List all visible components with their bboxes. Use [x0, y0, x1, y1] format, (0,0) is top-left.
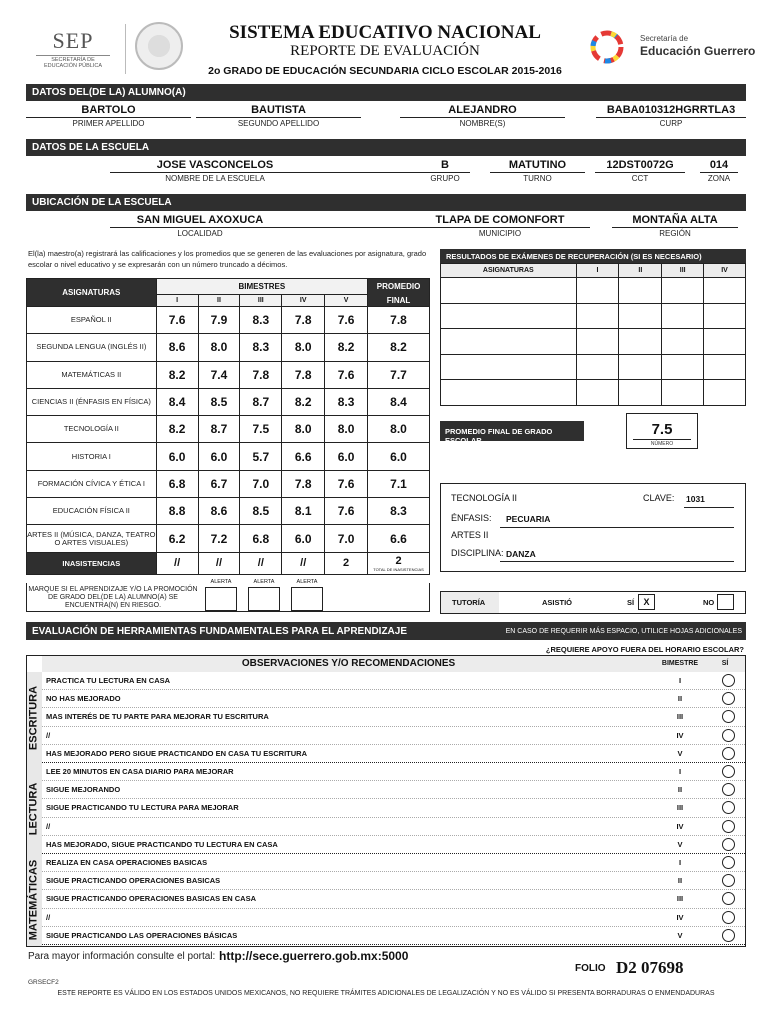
cct-value: 12DST0072G	[606, 159, 674, 171]
apoyo-radio[interactable]	[722, 838, 735, 851]
si-label: SÍ	[627, 598, 635, 607]
bimestre-col-5: V	[325, 295, 368, 307]
recuperacion-cell[interactable]	[441, 380, 577, 406]
inasistencia-total-cell	[368, 552, 430, 574]
bimestre-col-1: I	[156, 295, 198, 307]
recuperacion-cell[interactable]	[662, 380, 704, 406]
grade-cell: 7.6	[325, 361, 368, 388]
section-alumno: DATOS DEL(DE LA) ALUMNO(A)	[26, 84, 746, 101]
sep-caption-1: SECRETARÍA DE	[51, 57, 95, 63]
recuperacion-row	[441, 303, 746, 329]
observacion-row	[42, 872, 746, 890]
nombre-value: ALEJANDRO	[448, 104, 517, 116]
escuela-nombre-label: NOMBRE DE LA ESCUELA	[165, 174, 265, 183]
observacion-text: //	[46, 912, 51, 922]
observacion-row	[42, 672, 746, 690]
grade-cell: 6.0	[198, 443, 240, 470]
portal-link[interactable]: http://sece.guerrero.gob.mx:5000	[219, 949, 409, 963]
tecnologia-label: TECNOLOGÍA II	[451, 493, 518, 503]
grade-cell: 7.8	[240, 361, 282, 388]
alerta-caption: ALERTA	[253, 579, 275, 585]
apoyo-radio[interactable]	[722, 911, 735, 924]
recuperacion-cell[interactable]	[619, 303, 662, 329]
header-promedio: PROMEDIO	[368, 279, 430, 295]
bimestre-col-2: II	[198, 295, 240, 307]
inasistencia-total-caption: TOTAL DE INASISTENCIAS	[373, 566, 424, 572]
recuperacion-cell[interactable]	[441, 329, 577, 355]
apellido1-label: PRIMER APELLIDO	[72, 119, 145, 128]
enfasis-value: PECUARIA	[506, 514, 551, 524]
recuperacion-cell[interactable]	[619, 278, 662, 304]
promedio-final-value: 7.5	[651, 421, 673, 438]
recuperacion-cell[interactable]	[662, 278, 704, 304]
herr-group-label: ESCRITURA	[27, 685, 39, 750]
recuperacion-cell[interactable]	[704, 329, 746, 355]
header-bimestres: BIMESTRES	[156, 279, 367, 295]
header-asignaturas: ASIGNATURAS	[27, 279, 157, 307]
apoyo-radio[interactable]	[722, 892, 735, 905]
observacion-text: LEE 20 MINUTOS EN CASA DIARIO PARA MEJORAR	[46, 767, 234, 776]
observacion-row	[42, 799, 746, 817]
curp-value: BABA010312HGRRTLA3	[606, 104, 736, 116]
grade-cell: 8.2	[282, 388, 325, 415]
observacion-row	[42, 745, 746, 763]
inasistencias-label: INASISTENCIAS	[27, 552, 157, 574]
grade-cell: 6.0	[325, 443, 368, 470]
grade-cell: 6.0	[282, 525, 325, 552]
apoyo-radio[interactable]	[722, 856, 735, 869]
grade-cell: 8.2	[156, 416, 198, 443]
observacion-bimestre: III	[676, 712, 684, 722]
apoyo-question: ¿REQUIERE APOYO FUERA DEL HORARIO ESCOLAR?	[545, 645, 744, 654]
nombre-label: NOMBRE(S)	[459, 119, 506, 128]
info-text: Para mayor información consulte el portal:	[28, 951, 216, 962]
form-code: GRSECF2	[28, 979, 59, 986]
observaciones-header: OBSERVACIONES Y/O RECOMENDACIONES	[42, 656, 655, 672]
grade-cell: 7.0	[240, 470, 282, 497]
promedio-final-label: PROMEDIO FINAL DE GRADO ESCOLAR	[440, 421, 584, 441]
grade-cell: 7.6	[325, 307, 368, 334]
recuperacion-cell[interactable]	[576, 303, 619, 329]
recuperacion-col-2: II	[619, 264, 662, 278]
grupo-label: GRUPO	[430, 174, 460, 183]
recuperacion-col-3: III	[662, 264, 704, 278]
observacion-bimestre: V	[677, 748, 683, 758]
subject-name: SEGUNDA LENGUA (INGLÉS II)	[27, 334, 157, 361]
instructions-note: El(la) maestro(a) registrará las calificaciones y los promedios que se generen de las evaluaciones por asignatura, grado escolar o nivel educativo y se expresarán con un número truncado a décimos.	[28, 249, 427, 269]
curp-label: CURP	[659, 119, 683, 128]
si-header: SÍ	[705, 656, 745, 672]
clave-label: CLAVE:	[643, 493, 675, 503]
subject-name: CIENCIAS II (ÉNFASIS EN FÍSICA)	[27, 388, 157, 415]
sep-caption-2: EDUCACIÓN PÚBLICA	[43, 63, 103, 69]
tutoria-label: TUTORÍA	[441, 592, 499, 613]
section-escuela: DATOS DE LA ESCUELA	[26, 139, 746, 156]
tutoria-si-checkbox[interactable]: X	[638, 594, 655, 610]
subject-name: MATEMÁTICAS II	[27, 361, 157, 388]
alerta-checkbox[interactable]	[248, 587, 280, 611]
final-grade-cell: 8.0	[368, 416, 430, 443]
grade-cell: 8.7	[198, 416, 240, 443]
observacion-bimestre: V	[677, 930, 683, 940]
grade-cell: 7.8	[282, 470, 325, 497]
recuperacion-cell[interactable]	[662, 329, 704, 355]
document-title: SISTEMA EDUCATIVO NACIONAL	[229, 22, 541, 43]
apellido2-value: BAUTISTA	[251, 104, 306, 116]
observacion-row	[42, 927, 746, 945]
asistio-label: ASISTIÓ	[542, 598, 573, 607]
sep-logo	[28, 28, 118, 74]
grade-cell: 6.7	[198, 470, 240, 497]
grade-cell: 7.2	[198, 525, 240, 552]
sep-logo-text: SEP	[52, 28, 94, 53]
recuperacion-title: RESULTADOS DE EXÁMENES DE RECUPERACIÓN (SI ES NECESARIO)	[440, 249, 746, 263]
grade-cell: 8.8	[156, 498, 198, 525]
grade-cell: 8.6	[156, 334, 198, 361]
grade-cell: 8.0	[198, 334, 240, 361]
grade-row	[27, 498, 430, 525]
grade-cell: 7.0	[325, 525, 368, 552]
grade-row	[27, 388, 430, 415]
recuperacion-cell[interactable]	[576, 329, 619, 355]
alerta-caption: ALERTA	[210, 579, 232, 585]
promedio-final-box	[626, 413, 698, 449]
recuperacion-row	[441, 278, 746, 304]
recuperacion-cell[interactable]	[576, 354, 619, 380]
apoyo-radio[interactable]	[722, 674, 735, 687]
observacion-text: SIGUE PRACTICANDO TU LECTURA PARA MEJORAR	[46, 803, 239, 813]
recuperacion-cell[interactable]	[441, 303, 577, 329]
recuperacion-cell[interactable]	[576, 380, 619, 406]
observacion-text: HAS MEJORADO, SIGUE PRACTICANDO TU LECTURA EN CASA	[46, 839, 278, 849]
grade-cell: 7.9	[198, 307, 240, 334]
recuperacion-cell[interactable]	[662, 354, 704, 380]
observacion-bimestre: II	[677, 876, 683, 886]
row-divider	[42, 944, 745, 945]
folio-value: D2 07698	[616, 958, 684, 977]
subject-name: ARTES II (MÚSICA, DANZA, TEATRO O ARTES VISUALES)	[27, 525, 157, 552]
region-value: MONTAÑA ALTA	[632, 214, 718, 226]
recuperacion-cell[interactable]	[619, 380, 662, 406]
recuperacion-cell[interactable]	[662, 303, 704, 329]
apoyo-radio[interactable]	[722, 801, 735, 814]
observacion-text: MAS INTERÉS DE TU PARTE PARA MEJORAR TU ESCRITURA	[46, 712, 269, 722]
recuperacion-cell[interactable]	[441, 354, 577, 380]
grade-cell: 6.8	[156, 470, 198, 497]
grade-cell: 6.8	[240, 525, 282, 552]
observacion-bimestre: II	[677, 694, 683, 704]
municipio-value: TLAPA DE COMONFORT	[435, 214, 565, 226]
subject-name: HISTORIA I	[27, 443, 157, 470]
observacion-bimestre: III	[676, 894, 684, 904]
guerrero-caption-big: Educación Guerrero	[640, 44, 756, 58]
recuperacion-row	[441, 354, 746, 380]
final-grade-cell: 8.3	[368, 498, 430, 525]
grade-row	[27, 443, 430, 470]
grade-cell: 8.2	[325, 334, 368, 361]
apoyo-radio[interactable]	[722, 874, 735, 887]
observacion-row	[42, 690, 746, 708]
apoyo-radio[interactable]	[722, 929, 735, 942]
alerta-checkbox[interactable]	[291, 587, 323, 611]
promedio-final-caption: NÚMERO	[650, 441, 674, 447]
grade-cell: 8.0	[282, 416, 325, 443]
apoyo-radio[interactable]	[722, 783, 735, 796]
bimestre-header: BIMESTRE	[655, 656, 705, 672]
recuperacion-cell[interactable]	[441, 278, 577, 304]
grade-cell: 8.0	[282, 334, 325, 361]
recuperacion-table	[440, 263, 746, 406]
grade-cell: 8.5	[240, 498, 282, 525]
inasistencia-cell: //	[198, 552, 240, 574]
observacion-bimestre: V	[677, 839, 683, 849]
recuperacion-cell[interactable]	[704, 354, 746, 380]
observacion-text: SIGUE MEJORANDO	[46, 785, 121, 795]
zona-value: 014	[709, 159, 729, 171]
recuperacion-row	[441, 329, 746, 355]
grade-cell: 6.0	[156, 443, 198, 470]
observacion-bimestre: I	[678, 767, 682, 776]
document-subtitle: REPORTE DE EVALUACIÓN	[290, 43, 480, 59]
subject-name: ESPAÑOL II	[27, 307, 157, 334]
cct-label: CCT	[631, 174, 649, 183]
grade-cell: 7.4	[198, 361, 240, 388]
grade-cell: 8.3	[325, 388, 368, 415]
disciplina-value: DANZA	[506, 549, 536, 559]
escuela-nombre-value: JOSE VASCONCELOS	[156, 159, 274, 171]
observacion-row	[42, 854, 746, 872]
apoyo-radio[interactable]	[722, 729, 735, 742]
observacion-bimestre: I	[678, 676, 682, 685]
inasistencia-cell: //	[156, 552, 198, 574]
zona-label: ZONA	[707, 174, 731, 183]
grade-cell: 6.2	[156, 525, 198, 552]
grade-cell: 7.8	[282, 361, 325, 388]
grade-cell: 8.5	[198, 388, 240, 415]
grade-row	[27, 525, 430, 552]
subject-name: TECNOLOGÍA II	[27, 416, 157, 443]
no-label: NO	[703, 598, 715, 607]
observacion-text: //	[46, 821, 51, 831]
grade-cell: 8.4	[156, 388, 198, 415]
recuperacion-row	[441, 380, 746, 406]
recuperacion-col-1: I	[576, 264, 619, 278]
observacion-bimestre: I	[678, 858, 682, 867]
observacion-row	[42, 763, 746, 781]
bimestre-col-4: IV	[282, 295, 325, 307]
observacion-text: HAS MEJORADO PERO SIGUE PRACTICANDO EN CASA TU ESCRITURA	[46, 748, 307, 758]
observacion-text: SIGUE PRACTICANDO LAS OPERACIONES BÁSICAS	[46, 930, 238, 940]
observacion-bimestre: IV	[676, 821, 684, 831]
herramientas-title: EVALUACIÓN DE HERRAMIENTAS FUNDAMENTALES PARA EL APRENDIZAJE	[32, 626, 408, 637]
herr-group-label: LECTURA	[27, 782, 39, 835]
grade-row	[27, 334, 430, 361]
herramientas-note: EN CASO DE REQUERIR MÁS ESPACIO, UTILICE HOJAS ADICIONALES	[505, 628, 742, 635]
grade-cell: 8.1	[282, 498, 325, 525]
grade-cycle-line: 2o GRADO DE EDUCACIÓN SECUNDARIA CICLO ESCOLAR 2015-2016	[208, 65, 562, 77]
recuperacion-cell[interactable]	[704, 278, 746, 304]
grade-cell: 7.8	[282, 307, 325, 334]
eagle-seal-icon	[135, 22, 183, 70]
final-grade-cell: 6.0	[368, 443, 430, 470]
observacion-text: REALIZA EN CASA OPERACIONES BASICAS	[46, 858, 208, 867]
recuperacion-cell[interactable]	[619, 329, 662, 355]
recuperacion-header-asignaturas: ASIGNATURAS	[441, 264, 577, 278]
grade-cell: 8.7	[240, 388, 282, 415]
grade-cell: 7.6	[156, 307, 198, 334]
alerta-caption: ALERTA	[296, 579, 318, 585]
grupo-value: B	[441, 159, 449, 171]
subject-name: FORMACIÓN CÍVICA Y ÉTICA I	[27, 470, 157, 497]
herr-group-label: MATEMÁTICAS	[27, 859, 39, 940]
recuperacion-cell[interactable]	[704, 380, 746, 406]
clave-value: 1031	[686, 494, 705, 504]
observacion-text: NO HAS MEJORADO	[46, 694, 121, 704]
header-final: FINAL	[368, 295, 430, 307]
apoyo-radio[interactable]	[722, 710, 735, 723]
disclaimer: ESTE REPORTE ES VÁLIDO EN LOS ESTADOS UNIDOS MEXICANOS, NO REQUIERE TRÁMITES ADICIONALES DE LEGALIZACIÓN Y NO ES VÁLIDO SI PRESENTA BORRADURAS O ENMENDADURAS	[57, 990, 715, 997]
turno-value: MATUTINO	[508, 159, 567, 171]
observacion-row	[42, 836, 746, 854]
grade-cell: 8.3	[240, 334, 282, 361]
inasistencia-total: 2	[395, 554, 402, 567]
final-grade-cell: 6.6	[368, 525, 430, 552]
inasistencia-cell: //	[240, 552, 282, 574]
disciplina-label: DISCIPLINA:	[451, 548, 504, 558]
observacion-row	[42, 909, 746, 927]
observacion-bimestre: IV	[676, 730, 684, 740]
localidad-label: LOCALIDAD	[177, 229, 223, 238]
grade-cell: 8.0	[325, 416, 368, 443]
grade-cell: 7.5	[240, 416, 282, 443]
apoyo-radio[interactable]	[722, 765, 735, 778]
grade-cell: 5.7	[240, 443, 282, 470]
grade-cell: 7.6	[325, 470, 368, 497]
observacion-row	[42, 781, 746, 799]
recuperacion-col-4: IV	[704, 264, 746, 278]
observacion-text: //	[46, 730, 51, 740]
observacion-bimestre: II	[677, 785, 683, 795]
municipio-label: MUNICIPIO	[478, 229, 522, 238]
grade-cell: 8.6	[198, 498, 240, 525]
grade-row	[27, 416, 430, 443]
apellido1-value: BARTOLO	[81, 104, 136, 116]
folio-label: FOLIO	[575, 963, 606, 974]
apoyo-radio[interactable]	[722, 747, 735, 760]
observacion-text: SIGUE PRACTICANDO OPERACIONES BASICAS EN CASA	[46, 894, 257, 904]
observacion-text: SIGUE PRACTICANDO OPERACIONES BASICAS	[46, 876, 221, 886]
inasistencia-cell: 2	[325, 552, 368, 574]
tutoria-no-checkbox[interactable]	[717, 594, 734, 610]
apoyo-radio[interactable]	[722, 820, 735, 833]
region-label: REGIÓN	[659, 229, 691, 238]
grade-cell: 7.6	[325, 498, 368, 525]
apoyo-radio[interactable]	[722, 692, 735, 705]
enfasis-label: ÉNFASIS:	[451, 513, 492, 523]
grades-table	[26, 278, 430, 575]
grade-cell: 8.2	[156, 361, 198, 388]
observacion-row	[42, 890, 746, 908]
observacion-row	[42, 708, 746, 726]
final-grade-cell: 7.1	[368, 470, 430, 497]
recuperacion-cell[interactable]	[704, 303, 746, 329]
divider	[125, 24, 126, 74]
localidad-value: SAN MIGUEL AXOXUCA	[136, 214, 264, 226]
observacion-row	[42, 818, 746, 836]
turno-label: TURNO	[523, 174, 552, 183]
observacion-row	[42, 727, 746, 745]
grade-row	[27, 470, 430, 497]
final-grade-cell: 8.2	[368, 334, 430, 361]
observacion-text: PRACTICA TU LECTURA EN CASA	[46, 676, 171, 685]
observacion-bimestre: IV	[676, 912, 684, 922]
final-grade-cell: 8.4	[368, 388, 430, 415]
alerta-checkbox[interactable]	[205, 587, 237, 611]
observacion-bimestre: III	[676, 803, 684, 813]
final-grade-cell: 7.8	[368, 307, 430, 334]
final-grade-cell: 7.7	[368, 361, 430, 388]
subject-name: EDUCACIÓN FÍSICA II	[27, 498, 157, 525]
grade-row	[27, 361, 430, 388]
alerta-text: MARQUE SI EL APRENDIZAJE Y/O LA PROMOCIÓN DE GRADO DEL(DE LA) ALUMNO(A) SE ENCUENTRA(N) EN RIESGO.	[28, 586, 198, 609]
grade-cell: 6.6	[282, 443, 325, 470]
recuperacion-cell[interactable]	[576, 278, 619, 304]
grade-cell: 8.3	[240, 307, 282, 334]
grade-row	[27, 307, 430, 334]
bimestre-col-3: III	[240, 295, 282, 307]
guerrero-logo-icon	[586, 26, 628, 68]
artes-label: ARTES II	[451, 530, 489, 540]
recuperacion-cell[interactable]	[619, 354, 662, 380]
guerrero-caption-small: Secretaría de	[640, 34, 689, 43]
section-ubicacion: UBICACIÓN DE LA ESCUELA	[26, 194, 746, 211]
inasistencia-cell: //	[282, 552, 325, 574]
apellido2-label: SEGUNDO APELLIDO	[237, 119, 320, 128]
